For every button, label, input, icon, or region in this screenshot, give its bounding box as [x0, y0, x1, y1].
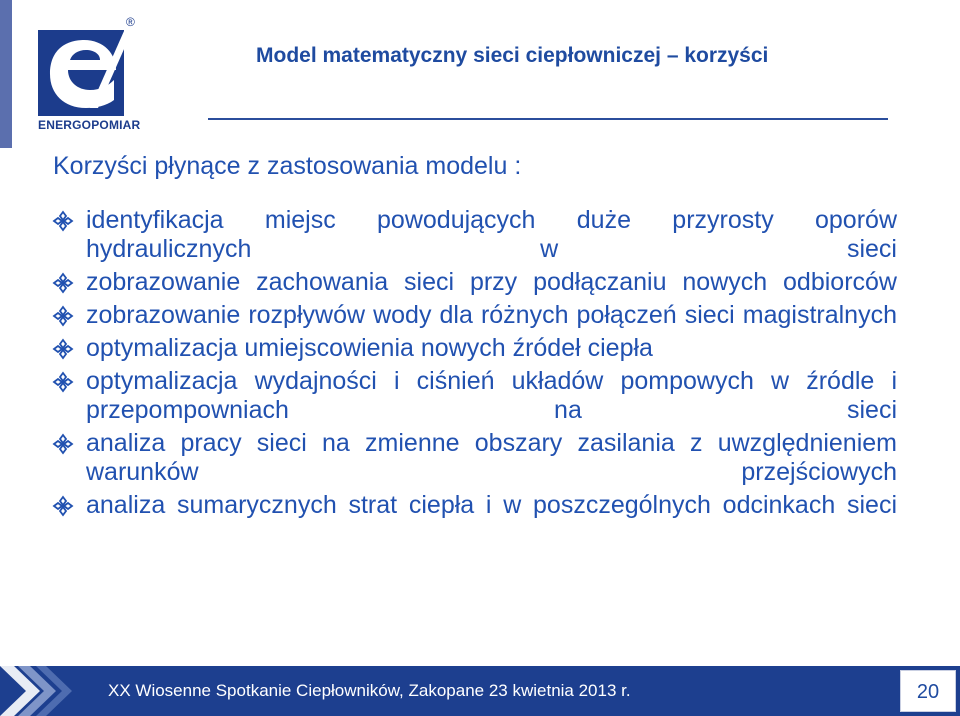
benefits-list	[52, 206, 897, 524]
bullet-text: identyfikacja miejsc powodujących duże przyrosty oporów hydraulicznych w sieci	[86, 206, 897, 263]
diamond-bullet-icon	[52, 210, 74, 232]
slide-title: Model matematyczny sieci ciepłowniczej – korzyści	[256, 44, 769, 67]
diamond-bullet-icon	[52, 495, 74, 517]
registered-mark: ®	[126, 15, 135, 29]
diamond-bullet-icon	[52, 433, 74, 455]
bullet-text: analiza sumarycznych strat ciepła i w poszczególnych odcinkach sieci	[86, 491, 897, 519]
logo-brand-name: ENERGOPOMIAR	[38, 118, 141, 132]
list-item	[52, 429, 897, 487]
bullet-text: zobrazowanie rozpływów wody dla różnych połączeń sieci magistralnych	[86, 301, 897, 329]
energopomiar-logo	[28, 8, 140, 136]
title-underline	[208, 118, 888, 120]
list-item	[52, 334, 897, 363]
list-item	[52, 301, 897, 330]
footer-bar	[0, 666, 960, 716]
footer-conference-text: XX Wiosenne Spotkanie Ciepłowników, Zakopane 23 kwietnia 2013 r.	[108, 681, 631, 700]
bullet-text: zobrazowanie zachowania sieci przy podłączaniu nowych odbiorców	[86, 268, 897, 296]
diamond-bullet-icon	[52, 371, 74, 393]
bullet-text: optymalizacja umiejscowienia nowych źródeł ciepła	[86, 334, 653, 362]
diamond-bullet-icon	[52, 272, 74, 294]
diamond-bullet-icon	[52, 305, 74, 327]
list-item	[52, 206, 897, 264]
page-number: 20	[900, 670, 956, 712]
list-item	[52, 367, 897, 425]
footer-chevron-decoration	[0, 666, 120, 716]
bullet-text: analiza pracy sieci na zmienne obszary zasilania z uwzględnieniem warunków przejściowych	[86, 429, 897, 486]
bullet-text: optymalizacja wydajności i ciśnień układów pompowych w źródle i przepompowniach na sieci	[86, 367, 897, 424]
list-item	[52, 491, 897, 520]
diamond-bullet-icon	[52, 338, 74, 360]
list-item	[52, 268, 897, 297]
content-subtitle: Korzyści płynące z zastosowania modelu :	[53, 152, 522, 180]
left-accent-bar	[0, 0, 12, 148]
